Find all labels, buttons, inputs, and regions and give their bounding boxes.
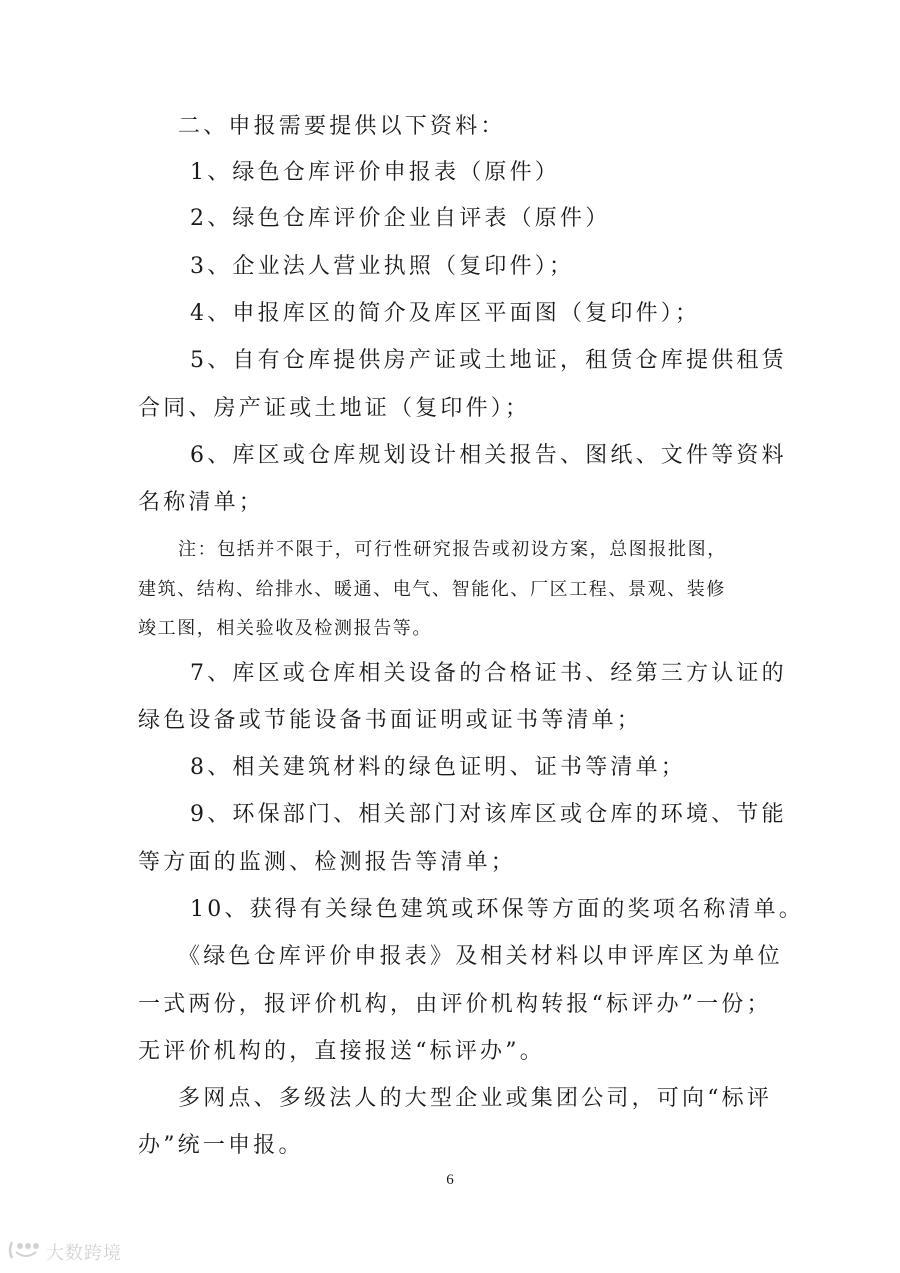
list-item-9-line-1: 9、环保部门、相关部门对该库区或仓库的环境、节能 — [190, 802, 787, 827]
section-heading: 二、申报需要提供以下资料： — [178, 114, 506, 139]
list-item-4: 4、申报库区的简介及库区平面图（复印件）； — [190, 301, 701, 326]
list-item-8: 8、相关建筑材料的绿色证明、证书等清单； — [190, 755, 686, 780]
paragraph-2-line-1: 多网点、多级法人的大型企业或集团公司，可向“标评 — [178, 1086, 773, 1111]
paragraph-2-line-2: 办”统一申报。 — [138, 1133, 304, 1158]
brand-logo-icon — [6, 1238, 40, 1266]
list-item-10: 10、获得有关绿色建筑或环保等方面的奖项名称清单。 — [190, 897, 804, 922]
list-item-1: 1、绿色仓库评价申报表（原件） — [190, 160, 560, 185]
paragraph-1-line-1: 《绿色仓库评价申报表》及相关材料以申评库区为单位 — [178, 944, 783, 969]
list-item-5-line-2: 合同、房产证或土地证（复印件）； — [138, 396, 531, 421]
list-item-9-line-2: 等方面的监测、检测报告等清单； — [138, 850, 517, 875]
note-line-2: 建筑、结构、给排水、暖通、电气、智能化、厂区工程、景观、装修 — [138, 579, 726, 600]
page-number: 6 — [446, 1172, 454, 1188]
list-item-7-line-2: 绿色设备或节能设备书面证明或证书等清单； — [138, 708, 643, 733]
list-item-5-line-1: 5、自有仓库提供房产证或土地证，租赁仓库提供租赁 — [190, 348, 787, 373]
list-item-6-line-2: 名称清单； — [138, 490, 265, 515]
watermark — [6, 1238, 122, 1266]
list-item-7-line-1: 7、库区或仓库相关设备的合格证书、经第三方认证的 — [190, 661, 787, 686]
list-item-3: 3、企业法人营业执照（复印件）； — [190, 254, 575, 279]
list-item-2: 2、绿色仓库评价企业自评表（原件） — [190, 206, 611, 231]
paragraph-1-line-3: 无评价机构的，直接报送“标评办”。 — [138, 1039, 545, 1064]
watermark-text: 大数跨境 — [46, 1243, 122, 1264]
paragraph-1-line-2: 一式两份，报评价机构，由评价机构转报“标评办”一份； — [138, 992, 772, 1017]
note-line-1: 注：包括并不限于，可行性研究报告或初设方案，总图报批图， — [178, 539, 727, 560]
list-item-6-line-1: 6、库区或仓库规划设计相关报告、图纸、文件等资料 — [190, 443, 787, 468]
note-line-3: 竣工图，相关验收及检测报告等。 — [138, 618, 432, 639]
